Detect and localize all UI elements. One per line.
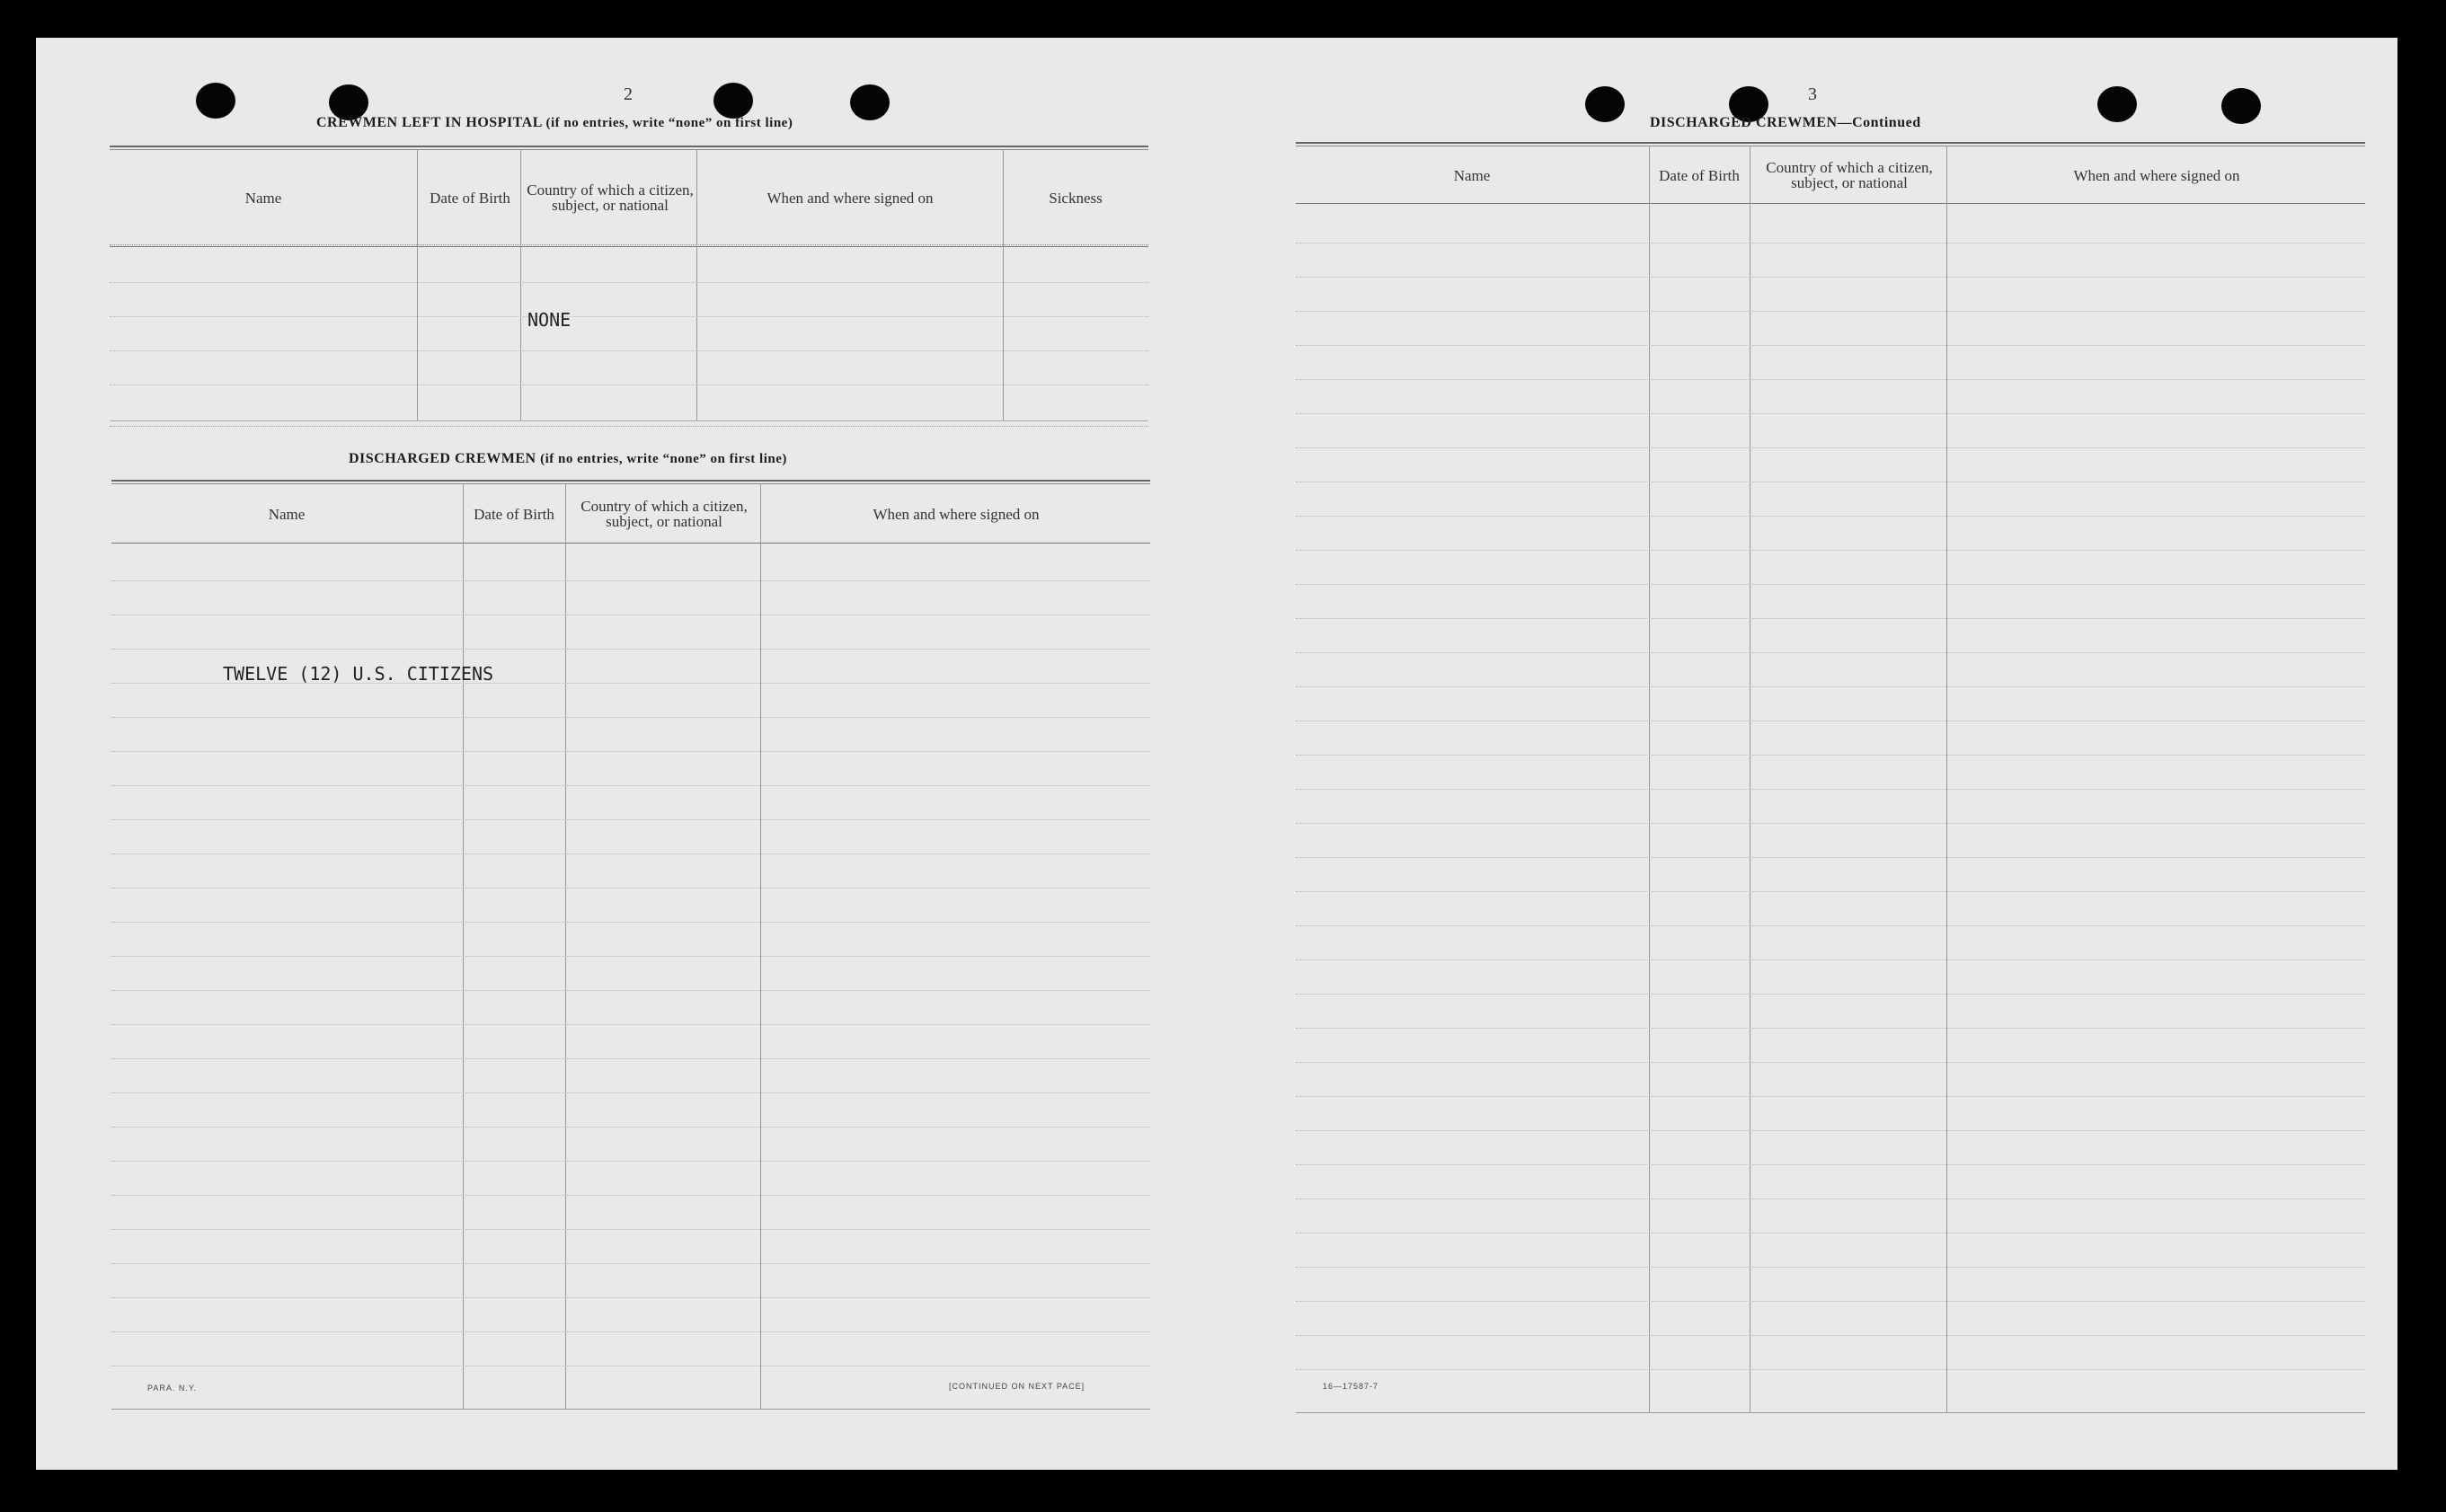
ruled-line [1296, 925, 2365, 926]
footer-printer-mark: PARA. N.Y. [147, 1384, 198, 1393]
ruled-line [1296, 686, 2365, 687]
column-header-signed-on: When and where signed on [873, 505, 1040, 523]
column-header-name: Name [1453, 166, 1491, 184]
ruled-line [1296, 652, 2365, 653]
column-header-country: Country of which a citizen, subject, or national [580, 498, 748, 530]
hospital-section-title: CREWMEN LEFT IN HOSPITAL (if no entries, write “none” on first line) [316, 115, 793, 130]
ruled-line [1296, 277, 2365, 278]
ruled-line [111, 751, 1150, 752]
column-header-name: Name [244, 189, 282, 207]
ruled-line [111, 1058, 1150, 1059]
ruled-line [1296, 550, 2365, 551]
page-number-right: 3 [1808, 84, 1817, 104]
ruled-line [1296, 755, 2365, 756]
ruled-line [111, 1161, 1150, 1162]
ruled-line [1296, 1062, 2365, 1063]
punch-hole [713, 83, 753, 119]
ruled-line [1296, 891, 2365, 892]
hospital-table [110, 146, 1148, 460]
ruled-line [1296, 1198, 2365, 1199]
footer-form-number: 16—17587-7 [1323, 1382, 1379, 1391]
ruled-line [111, 580, 1150, 581]
ruled-line [111, 956, 1150, 957]
punch-hole [1585, 86, 1625, 122]
ruled-line [1296, 823, 2365, 824]
ruled-line [111, 1263, 1150, 1264]
ruled-line [111, 1195, 1150, 1196]
ruled-line [1296, 959, 2365, 960]
ruled-line [111, 717, 1150, 718]
ruled-line [111, 785, 1150, 786]
ruled-line [1296, 618, 2365, 619]
column-header-name: Name [268, 505, 306, 523]
document-page [36, 38, 2397, 1470]
punch-hole [2097, 86, 2137, 122]
hospital-entry: NONE [527, 309, 572, 331]
ruled-line [111, 853, 1150, 854]
ruled-line [111, 819, 1150, 820]
ruled-line [1296, 1301, 2365, 1302]
discharged-continued-table [1296, 142, 2365, 1414]
table-bottom-rule [111, 1409, 1150, 1410]
ruled-line [1296, 857, 2365, 858]
ruled-line [1296, 1369, 2365, 1370]
punch-hole [850, 84, 890, 120]
ruled-line [1296, 994, 2365, 995]
footer-continued-note: [CONTINUED ON NEXT PACE] [949, 1382, 1086, 1391]
column-header-date-of-birth: Date of Birth [1659, 166, 1740, 184]
ruled-line [1296, 1028, 2365, 1029]
ruled-line [1296, 311, 2365, 312]
ruled-line [1296, 1130, 2365, 1131]
ruled-line [1296, 1335, 2365, 1336]
ruled-line [111, 1331, 1150, 1332]
ruled-line [111, 1092, 1150, 1093]
ruled-line [1296, 584, 2365, 585]
ruled-line [1296, 516, 2365, 517]
discharged-continued-title: DISCHARGED CREWMEN—Continued [1650, 115, 1921, 130]
page-number-left: 2 [624, 84, 633, 104]
ruled-line [111, 1229, 1150, 1230]
column-header-sickness: Sickness [1049, 189, 1103, 207]
ruled-line [111, 922, 1150, 923]
discharged-section-title: DISCHARGED CREWMEN (if no entries, write “none” on first line) [349, 451, 787, 466]
column-header-signed-on: When and where signed on [2073, 166, 2240, 184]
ruled-line [1296, 413, 2365, 414]
punch-hole [196, 83, 235, 119]
ruled-line [1296, 379, 2365, 380]
ruled-line [111, 888, 1150, 889]
discharged-table [111, 480, 1150, 1410]
ruled-line [1296, 789, 2365, 790]
ruled-line [111, 1297, 1150, 1298]
ruled-line [1296, 345, 2365, 346]
discharged-entry: TWELVE (12) U.S. CITIZENS [223, 663, 494, 685]
ruled-line [1296, 1096, 2365, 1097]
punch-hole [2221, 88, 2261, 124]
table-bottom-rule [1296, 1412, 2365, 1413]
column-header-signed-on: When and where signed on [767, 189, 934, 207]
column-header-date-of-birth: Date of Birth [474, 505, 554, 523]
ruled-line [1296, 447, 2365, 448]
column-header-country: Country of which a citizen, subject, or national [1766, 159, 1933, 191]
ruled-line [1296, 1267, 2365, 1268]
column-header-date-of-birth: Date of Birth [430, 189, 510, 207]
ruled-line [111, 1024, 1150, 1025]
ruled-line [111, 990, 1150, 991]
column-header-country: Country of which a citizen, subject, or national [527, 181, 694, 214]
ruled-line [111, 649, 1150, 650]
ruled-line [1296, 1164, 2365, 1165]
